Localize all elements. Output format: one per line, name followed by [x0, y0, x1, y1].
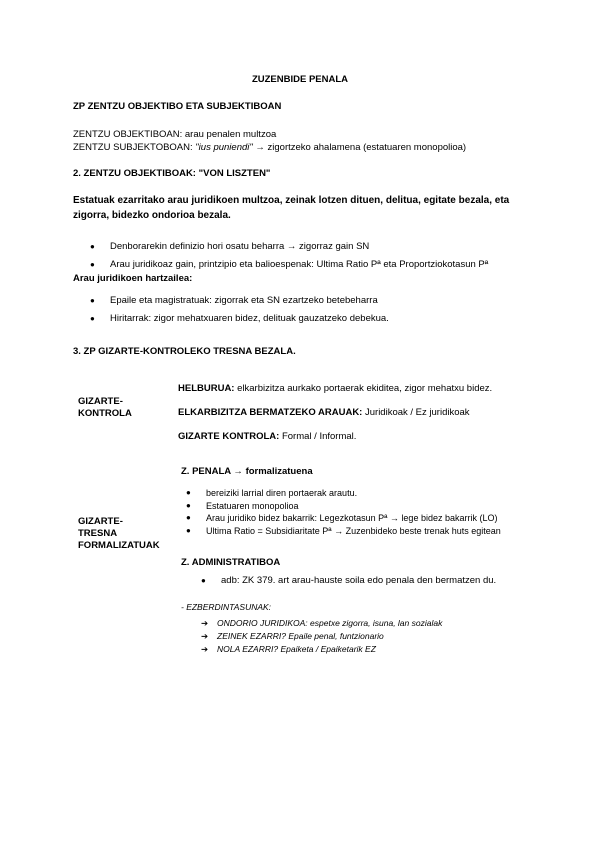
bullet-list-3 [186, 487, 501, 537]
list-item: ● bereiziki larrial diren portaerak arautu. [186, 487, 501, 500]
list-item: ● Epaile eta magistratuak: zigorrak eta SN ezartzeko betebeharra [90, 292, 389, 310]
list-item: ● Ultima Ratio = Subsidiaritate Pª → Zuzenbideko beste trenak huts egitean [186, 525, 501, 538]
bermatzeko-text: Juridikoak / Ez juridikoak [362, 407, 470, 418]
section-1-heading: ZP ZENTZU OBJEKTIBO ETA SUBJEKTIBOAN [73, 101, 282, 112]
zentzu-subjektiboan-line [73, 142, 466, 153]
gk-label-line-1: GIZARTE- [78, 396, 123, 407]
helburua-text: elkarbizitza aurkako portaerak ekiditea, zigor mehatxu bidez. [234, 383, 493, 394]
z-administratiboa-heading: Z. ADMINISTRATIBOA [181, 557, 281, 568]
gt-label-line-3: FORMALIZATUAK [78, 540, 160, 551]
gt-label-line-1: GIZARTE- [78, 516, 123, 527]
gt-label-line-2: TRESNA [78, 528, 118, 539]
zentzu-subj-label: ZENTZU SUBJEKTOBOAN: [73, 142, 196, 153]
section-3-heading: 3. ZP GIZARTE-KONTROLEKO TRESNA BEZALA. [73, 346, 296, 357]
list-item: ● Denborarekin definizio hori osatu beharra → zigorraz gain SN [90, 238, 488, 256]
helburua-label: HELBURUA: [178, 383, 235, 394]
arrow-icon: ➔ [201, 644, 209, 654]
arrow-icon: ➔ [201, 631, 209, 641]
kontrola-label: GIZARTE KONTROLA: [178, 431, 280, 442]
bermatzeko-line [178, 407, 470, 418]
gk-label-line-2: KONTROLA [78, 408, 132, 419]
arrow-item [201, 618, 442, 629]
bermatzeko-label: ELKARBIZITZA BERMATZEKO ARAUAK: [178, 407, 363, 418]
gizarte-kontrola-label [78, 396, 132, 420]
arrow-item-text: ZEINEK EZARRI? Epaile penal, funtzionario [217, 631, 384, 641]
zentzu-objektiboan-line: ZENTZU OBJEKTIBOAN: arau penalen multzoa [73, 129, 277, 140]
arrow-icon: ➔ [201, 618, 209, 628]
helburua-line [178, 383, 492, 394]
list-item: ● Arau juridiko bidez bakarrik: Legezkotasun Pª → lege bidez bakarrik (LO) [186, 512, 501, 525]
ius-puniendi-text: "ius puniendi" [195, 142, 253, 153]
list-item: ● Hiritarrak: zigor mehatxuaren bidez, delituak gauzatzeko debekua. [90, 310, 389, 328]
arrow-item-text: ONDORIO JURIDIKOA: espetxe zigorra, isuna, lan sozialak [217, 618, 443, 628]
document-title: ZUZENBIDE PENALA [251, 74, 349, 85]
kontrola-text: Formal / Informal. [279, 431, 357, 442]
list-item: ● Arau juridikoaz gain, printzipio eta balioespenak: Ultima Ratio Pª eta Proportziokotasun Pª [90, 256, 488, 274]
definition-paragraph: Estatuak ezarritako arau juridikoen multzoa, zeinak lotzen dituen, delitua, egitate bezala, eta zigorra, bidezko ondorioa bezala. [73, 195, 510, 221]
arrow-item [201, 631, 384, 642]
arrow-item [201, 644, 376, 655]
hartzailea-heading: Arau juridikoen hartzailea: [73, 273, 193, 284]
arrow-item-text: NOLA EZARRI? Epaiketa / Epaiketarik EZ [217, 644, 376, 654]
zentzu-subj-rest: → zigortzeko ahalamena (estatuaren monopolioa) [252, 142, 467, 153]
bullet-list-1 [90, 238, 488, 274]
bullet-list-2 [90, 292, 389, 328]
gizarte-tresna-label [78, 516, 160, 552]
section-2-heading: 2. ZENTZU OBJEKTIBOAK: "VON LISZTEN" [73, 168, 271, 179]
list-item: ● Estatuaren monopolioa [186, 500, 501, 513]
z-penala-heading: Z. PENALA → formalizatuena [181, 466, 313, 477]
ezberdintasunak-heading: - EZBERDINTASUNAK: [181, 602, 272, 612]
gizarte-kontrola-line [178, 431, 356, 442]
list-item: ● adb: ZK 379. art arau-hauste soila edo penala den bermatzen du. [201, 575, 496, 587]
bullet-list-4 [201, 575, 496, 587]
